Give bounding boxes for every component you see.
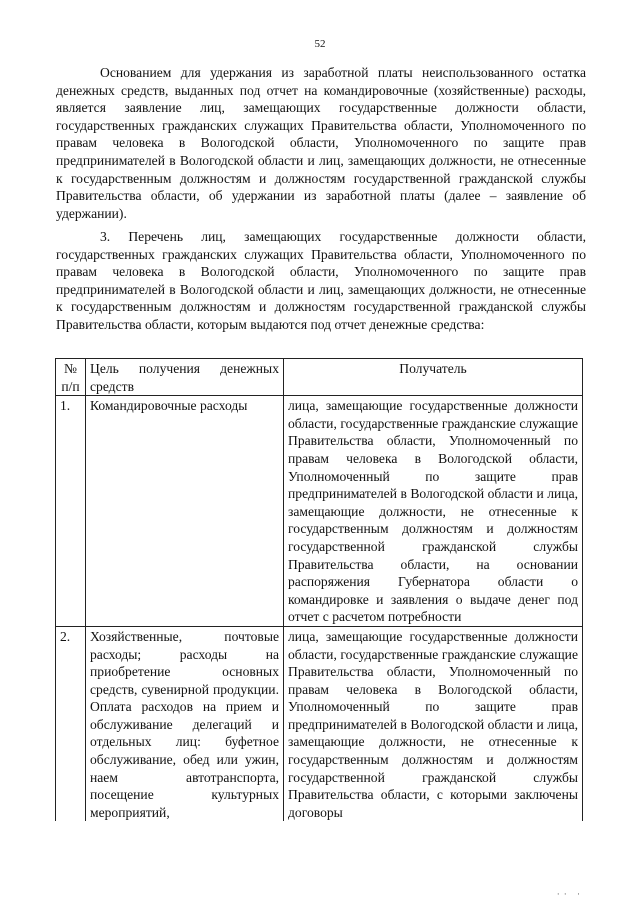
paragraph-recipient-list: 3. Перечень лиц, замещающих государственные должности области, государственных гражданских служащих Правительства области, Уполномоченного по правам человека в Вологодской области, Уполномоченного по защите прав предпринимателей в Вологодской области и лиц, замещающих должности, не отнесенные к государственным должностям и должностям государственной гражданской службы Правительства области, которым выдаются под отчет денежные средства: <box>56 229 586 332</box>
paragraph-withholding-basis: Основанием для удержания из заработной платы неиспользованного остатка денежных средств, выданных под отчет на командировочные (хозяйственные) расходы, является заявление лиц, замещающих государственные должности области, государственных гражданских служащих Правительства области, Уполномоченного по правам человека в Вологодской области, Уполномоченного по защите прав предпринимателей в Вологодской области и лиц, замещающих должности, не отнесенные к государственным должностям и должностям государственной гражданской службы Правительства области, об удержании из заработной платы (далее – заявление об удержании). <box>56 65 586 221</box>
footer-mark: ·· · <box>556 889 584 899</box>
row-number: 2. <box>56 626 86 821</box>
row-recipient: лица, замещающие государственные должности области, государственные гражданские служащие Правительства области, Уполномоченный по правам человека в Вологодской области, Уполномоченный по защите прав предпринимателей в Вологодской области и лица, замещающие должности, не отнесенные к государственным должностям и должностям государственной гражданской службы Правительства области, с которыми заключены договоры <box>284 626 583 821</box>
header-number: № п/п <box>56 359 86 396</box>
row-number: 1. <box>56 396 86 627</box>
funds-table <box>55 358 583 821</box>
row-recipient: лица, замещающие государственные должности области, государственные гражданские служащие Правительства области, Уполномоченный по правам человека в Вологодской области, Уполномоченный по защите прав предпринимателей в Вологодской области и лица, замещающие должности, не отнесенные к государственным должностям и должностям государственной гражданской службы Правительства области, на основании распоряжения Губернатора области о командировке и заявления о выдаче денег под отчет с расчетом потребности <box>284 396 583 627</box>
header-purpose: Цель получения денежных средств <box>86 359 284 396</box>
header-recipient: Получатель <box>284 359 583 396</box>
table-row <box>56 626 583 821</box>
row-purpose: Хозяйственные, почтовые расходы; расходы на приобретение основных средств, сувенирной продукции. Оплата расходов на прием и обслуживание делегаций и отдельных лиц: буфетное обслуживание, обед или ужин, наем автотранспорта, посещение культурных мероприятий, <box>86 626 284 821</box>
page-number: 52 <box>314 38 326 50</box>
row-purpose: Командировочные расходы <box>86 396 284 627</box>
table-header-row <box>56 359 583 396</box>
table-row <box>56 396 583 627</box>
